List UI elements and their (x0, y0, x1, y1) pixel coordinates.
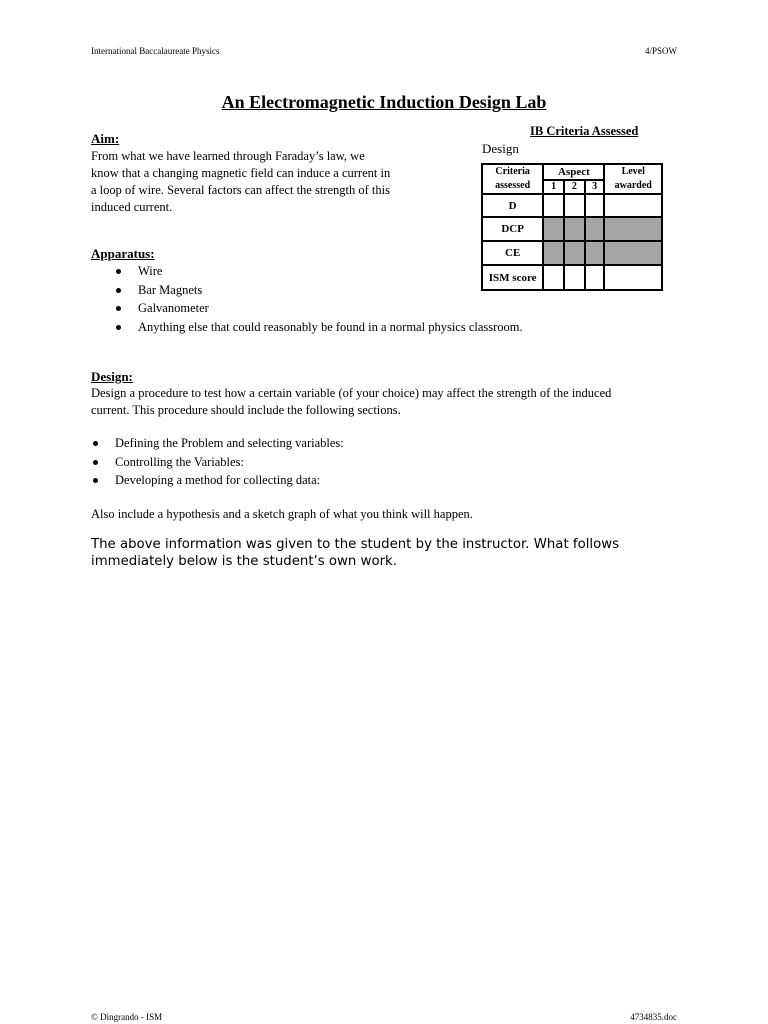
header-course: International Baccalaureate Physics (91, 46, 220, 56)
criteria-cell (543, 194, 564, 217)
criteria-cell (564, 217, 585, 241)
criteria-cell (604, 241, 662, 265)
criteria-cell (564, 241, 585, 265)
footer-filename: 4734835.doc (630, 1012, 677, 1022)
criteria-cell (543, 265, 564, 290)
criteria-cell (564, 194, 585, 217)
criteria-cell (543, 217, 564, 241)
criteria-row-label: ISM score (482, 265, 543, 290)
list-item: Bar Magnets (138, 281, 523, 300)
criteria-row-label: CE (482, 241, 543, 265)
aim-text: From what we have learned through Faraday’s law, we know that a changing magnetic field can induce a current in a loop of wire. Several factors can affect the strength of this induced current. (91, 149, 391, 214)
criteria-cell (585, 194, 605, 217)
aspect-col-header: Aspect (543, 164, 604, 180)
list-item: Wire (138, 262, 523, 281)
apparatus-heading: Apparatus: (91, 246, 155, 261)
criteria-cell (604, 217, 662, 241)
document-title: An Electromagnetic Induction Design Lab (221, 92, 547, 112)
aspect-number: 1 (543, 180, 564, 194)
list-item: Defining the Problem and selecting variables: (115, 434, 344, 453)
criteria-cell (585, 217, 605, 241)
criteria-cell (543, 241, 564, 265)
aspect-number: 2 (564, 180, 585, 194)
design-list (115, 434, 344, 490)
criteria-cell (585, 265, 605, 290)
list-item: Developing a method for collecting data: (115, 471, 344, 490)
criteria-row-label: DCP (482, 217, 543, 241)
list-item: Anything else that could reasonably be found in a normal physics classroom. (138, 318, 523, 337)
criteria-col-header: Criteria assessed (482, 164, 543, 194)
criteria-heading: IB Criteria Assessed (530, 124, 639, 138)
aspect-number: 3 (585, 180, 605, 194)
criteria-cell (585, 241, 605, 265)
apparatus-list (138, 262, 523, 336)
list-item: Controlling the Variables: (115, 453, 344, 472)
criteria-cell (604, 265, 662, 290)
header-code: 4/PSOW (644, 46, 677, 56)
criteria-cell (564, 265, 585, 290)
list-item: Galvanometer (138, 299, 523, 318)
design-text: Design a procedure to test how a certain variable (of your choice) may affect the strength of the induced current. This procedure should include the following sections. (91, 386, 612, 417)
criteria-row-label: D (482, 194, 543, 217)
criteria-subheading: Design (482, 141, 519, 156)
footer-copyright: © Dingrando - ISM (91, 1012, 163, 1022)
design-also-text: Also include a hypothesis and a sketch graph of what you think will happen. (91, 507, 473, 521)
level-col-header: Level awarded (604, 164, 662, 194)
design-heading: Design: (91, 369, 133, 384)
criteria-cell (604, 194, 662, 217)
instructor-note: The above information was given to the student by the instructor. What follows immediately below is the student’s own work. (91, 537, 620, 569)
aim-heading: Aim: (91, 131, 120, 146)
